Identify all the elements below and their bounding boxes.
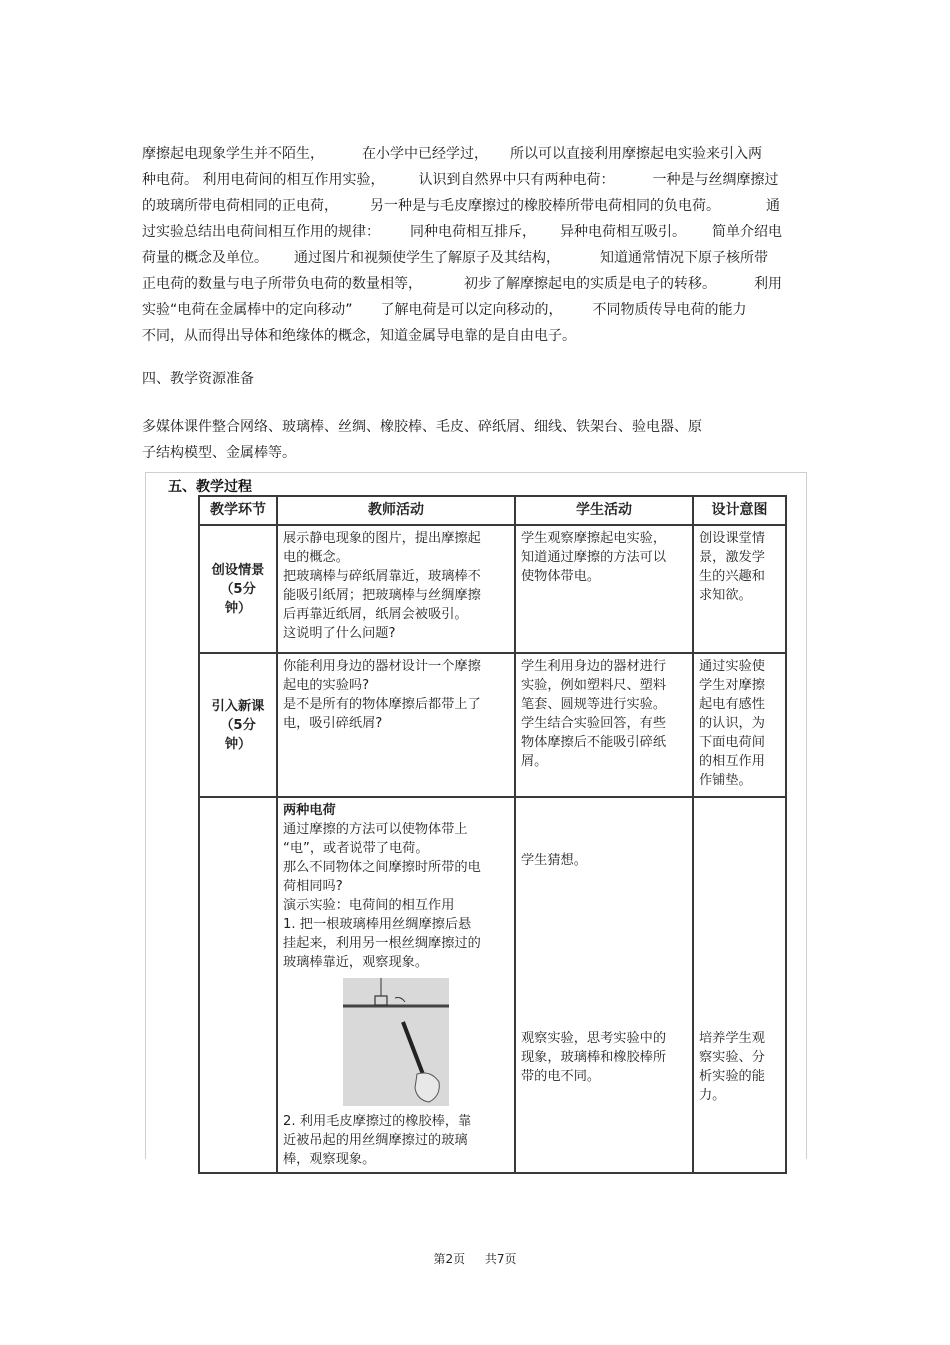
cell-line: 作铺垫。: [699, 773, 752, 788]
cell-line: 求知欲。: [699, 588, 752, 603]
cell-line: 笔套、圆规等进行实验。: [521, 697, 667, 712]
intro-segment: 不同物质传导电荷的能力: [592, 302, 747, 318]
cell-line: 1. 把一根玻璃棒用丝绸摩擦后悬: [283, 917, 472, 932]
cell-line: （5分: [220, 717, 256, 733]
intro-segment: 另一种是与毛皮摩擦过的橡胶棒所带电荷相同的负电荷。: [370, 198, 720, 214]
cell-line: 你能利用身边的器材设计一个摩擦: [283, 659, 481, 674]
resources-paragraph: [142, 414, 812, 466]
cell-line: 现象，玻璃棒和橡胶棒所: [521, 1050, 667, 1065]
teaching-process-table: [198, 495, 787, 1174]
teacher-activity-cell: [277, 525, 515, 653]
two-charges-heading: 两种电荷: [283, 803, 336, 818]
cell-line: 2. 利用毛皮摩擦过的橡胶棒，靠: [283, 1114, 472, 1129]
design-intent-cell: [693, 525, 786, 653]
teacher-activity-cell: [277, 797, 515, 1173]
intro-line: [142, 271, 812, 297]
design-intent-cell: [693, 797, 786, 1173]
intro-segment: 利用: [754, 276, 782, 292]
suspended-rod-illustration: [343, 978, 449, 1106]
teaching-process-frame: [145, 472, 807, 1167]
intent-text: [699, 1029, 780, 1105]
cell-line: 力。: [699, 1088, 726, 1103]
cell-line: 观察实验，思考实验中的: [521, 1031, 667, 1046]
intro-segment: 了解电荷是可以定向移动的，: [380, 302, 563, 318]
cell-line: 近被吊起的用丝绸摩擦过的玻璃: [283, 1133, 468, 1148]
suspended-rod-figure: [343, 978, 449, 1106]
header-stage: 教学环节: [199, 496, 277, 525]
intro-segment: 同种电荷相互排斥，: [410, 224, 536, 240]
teacher-text-before: [283, 820, 509, 972]
intro-segment: 正电荷的数量与电子所带负电荷的数量相等，: [142, 276, 422, 292]
cell-line: 生的兴趣和: [699, 569, 765, 584]
cell-line: 把玻璃棒与碎纸屑靠近，玻璃棒不: [283, 569, 481, 584]
intro-segment: 过实验总结出电荷间相互作用的规律：: [142, 224, 380, 240]
teacher-text-after: [283, 1112, 509, 1169]
resources-line: 多媒体课件整合网络、玻璃棒、丝绸、橡胶棒、毛皮、碎纸屑、细线、铁架台、验电器、原: [142, 419, 702, 435]
cell-line: 景，激发学: [699, 550, 765, 565]
cell-line: 知道通过摩擦的方法可以: [521, 550, 667, 565]
cell-line: 屑。: [521, 754, 548, 769]
cell-line: 能吸引纸屑；把玻璃棒与丝绸摩擦: [283, 588, 481, 603]
page-footer: [0, 1250, 950, 1267]
intro-segment: 摩擦起电现象学生并不陌生，: [142, 146, 324, 162]
cell-line: 通过实验使: [699, 659, 765, 674]
resources-line: 子结构模型、金属棒等。: [142, 445, 296, 461]
cell-line: 这说明了什么问题?: [283, 626, 396, 641]
intro-segment: 初步了解摩擦起电的实质是电子的转移。: [464, 276, 716, 292]
intro-segment: 一种是与丝绸摩擦过: [652, 172, 779, 188]
cell-line: （5分: [220, 581, 256, 597]
section-5-title: 五、教学过程: [168, 479, 252, 495]
cell-line: 电，吸引碎纸屑?: [283, 716, 383, 731]
cell-line: 的认识，为: [699, 716, 765, 731]
intro-segment: 认识到自然界中只有两种电荷：: [418, 172, 615, 188]
intro-line: [142, 219, 812, 245]
cell-line: 是不是所有的物体摩擦后都带上了: [283, 697, 481, 712]
section-4-title: 四、教学资源准备: [142, 371, 254, 387]
intro-line: [142, 193, 812, 219]
table-row: [199, 525, 786, 653]
table-row: [199, 797, 786, 1173]
header-intent: 设计意图: [693, 496, 786, 525]
page-number: 第2页: [433, 1252, 466, 1266]
cell-line: 培养学生观: [699, 1031, 765, 1046]
student-activity-cell: [515, 797, 693, 1173]
intro-segment: 异种电荷相互吸引。: [560, 224, 686, 240]
cell-line: 棒，观察现象。: [283, 1152, 376, 1167]
table-header-row: [199, 496, 786, 525]
intro-segment: 荷量的概念及单位。: [142, 250, 268, 266]
cell-line: 学生利用身边的器材进行: [521, 659, 667, 674]
cell-line: 学生对摩擦: [699, 678, 765, 693]
page-total: 共7页: [484, 1252, 517, 1266]
cell-line: 引入新课: [211, 698, 265, 714]
cell-line: 创设课堂情: [699, 531, 765, 546]
cell-line: 后再靠近纸屑，纸屑会被吸引。: [283, 607, 468, 622]
intro-segment: 种电荷。 利用电荷间的相互作用实验，: [142, 172, 385, 188]
intro-segment: 实验“电荷在金属棒中的定向移动”: [142, 302, 353, 318]
teacher-activity-cell: [277, 653, 515, 797]
header-teacher: 教师活动: [277, 496, 515, 525]
cell-line: 下面电荷间: [699, 735, 765, 750]
cell-line: 创设情景: [211, 562, 265, 578]
cell-line: 物体摩擦后不能吸引碎纸: [521, 735, 667, 750]
cell-line: 学生观察摩擦起电实验，: [521, 531, 667, 546]
student-observe: [521, 1029, 687, 1086]
cell-line: 学生结合实验回答，有些: [521, 716, 667, 731]
section-4-heading: [142, 366, 812, 392]
intro-line: [142, 297, 812, 323]
intro-line: [142, 141, 812, 167]
cell-line: 挂起来，利用另一根丝绸摩擦过的: [283, 936, 481, 951]
intro-line: [142, 245, 812, 271]
cell-line: 钟）: [224, 736, 252, 752]
cell-line: 电的概念。: [283, 550, 349, 565]
intro-segment: 知道通常情况下原子核所带: [600, 250, 768, 266]
header-student: 学生活动: [515, 496, 693, 525]
intro-paragraph: [142, 141, 812, 349]
student-activity-cell: [515, 653, 693, 797]
stage-cell: [199, 525, 277, 653]
stage-cell: [199, 797, 277, 1173]
cell-line: “电”，或者说带了电荷。: [283, 841, 429, 856]
cell-line: 展示静电现象的图片，提出摩擦起: [283, 531, 481, 546]
table-row: [199, 653, 786, 797]
intro-segment: 通过图片和视频使学生了解原子及其结构，: [294, 250, 560, 266]
intro-line: [142, 167, 812, 193]
cell-line: 演示实验：电荷间的相互作用: [283, 898, 455, 913]
cell-line: 荷相同吗?: [283, 879, 343, 894]
cell-line: 学生猜想。: [521, 853, 587, 868]
stage-cell: [199, 653, 277, 797]
cell-line: 起电的实验吗?: [283, 678, 370, 693]
cell-line: 使物体带电。: [521, 569, 601, 584]
student-activity-cell: [515, 525, 693, 653]
intro-segment: 的玻璃所带电荷相同的正电荷，: [142, 198, 338, 214]
intro-segment: 通: [766, 198, 780, 214]
intro-line: [142, 323, 812, 349]
cell-line: 那么不同物体之间摩擦时所带的电: [283, 860, 481, 875]
cell-line: 通过摩擦的方法可以使物体带上: [283, 822, 468, 837]
cell-line: 析实验的能: [699, 1069, 765, 1084]
design-intent-cell: [693, 653, 786, 797]
cell-line: 实验，例如塑料尺、塑料: [521, 678, 667, 693]
cell-line: 起电有感性: [699, 697, 765, 712]
intro-segment: 简单介绍电: [712, 224, 782, 240]
student-guess: [521, 851, 687, 870]
cell-line: 钟）: [224, 600, 252, 616]
cell-line: 带的电不同。: [521, 1069, 601, 1084]
cell-line: 的相互作用: [699, 754, 765, 769]
intro-segment: 所以可以直接利用摩擦起电实验来引入两: [510, 146, 762, 162]
cell-line: 察实验、分: [699, 1050, 765, 1065]
cell-line: 玻璃棒靠近，观察现象。: [283, 955, 429, 970]
intro-segment: 不同，从而得出导体和绝缘体的概念，知道金属导电靠的是自由电子。: [142, 328, 576, 344]
intro-segment: 在小学中已经学过，: [362, 146, 488, 162]
